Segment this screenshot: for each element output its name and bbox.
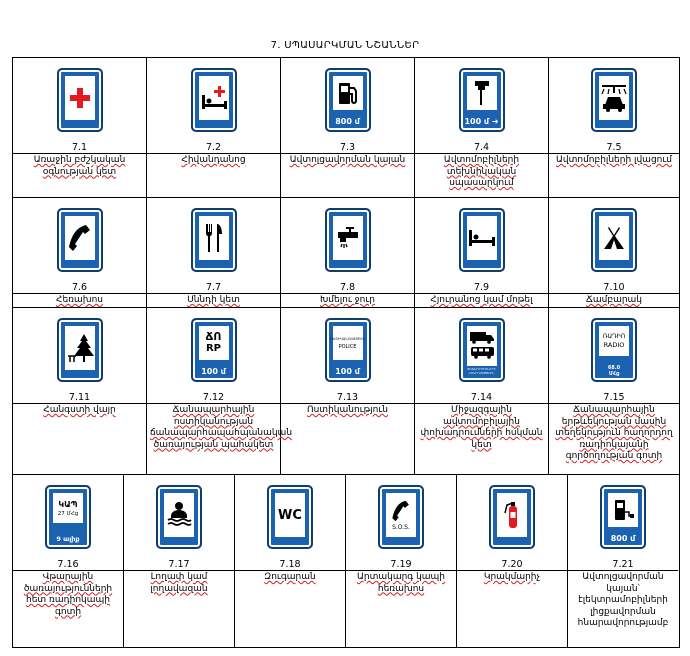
sign-number: 7.19	[390, 559, 412, 570]
hospital-bed-icon	[191, 68, 237, 132]
sign-text-top: ՌԱԴԻՈ	[602, 333, 626, 340]
bed-icon	[459, 208, 505, 272]
sign-label: Ավտոմոբիլների տեխնիկական սպասարկում	[415, 153, 548, 190]
signs-table	[12, 57, 680, 648]
distance-plate: 100 մ	[201, 367, 226, 376]
sign-cell-7-20	[457, 475, 568, 647]
sign-cell-7-18	[235, 475, 346, 647]
sign-number: 7.15	[603, 392, 625, 403]
sign-number: 7.7	[205, 282, 222, 293]
sign-cell-7-21	[568, 475, 678, 647]
truck-bus-icon	[459, 318, 505, 382]
frequency-value: 68.0	[607, 365, 621, 371]
sign-cell-7-3	[281, 58, 415, 198]
sos-phone-icon	[378, 485, 424, 549]
sign-label: Հեռախոս	[13, 293, 146, 307]
sign-number: 7.10	[603, 282, 625, 293]
sign-number: 7.16	[57, 559, 79, 570]
sign-number: 7.13	[336, 392, 359, 403]
distance-plate: 800 մ	[335, 117, 360, 126]
sign-number: 7.1	[71, 142, 88, 153]
sign-cell-7-15	[549, 308, 679, 475]
sign-text-mid: WC	[278, 507, 302, 523]
sign-text-top: ՈՍՏԻԿԱՆՈՒԹՅՈՒՆ	[330, 336, 365, 341]
channel-plate: 9 ալիք	[56, 535, 80, 543]
sign-cell-7-4	[415, 58, 549, 198]
sign-number: 7.4	[473, 142, 490, 153]
sign-number: 7.6	[71, 282, 88, 293]
sign-label: Ավտոլցավորման կայան՝ էլեկտրամոբիլների լիցքավորման հնարավորությամբ	[568, 570, 678, 630]
sign-text-bottom: ՓՈԽԱԴՐՈՒՄՆԵՐԻ ՀՍԿՈՂՈՒԹՅՈՒՆ	[467, 367, 496, 375]
fuel-pump-icon	[325, 68, 371, 132]
sign-cell-7-8	[281, 198, 415, 308]
water-tap-icon	[325, 208, 371, 272]
sign-number: 7.11	[68, 392, 91, 403]
sign-label: Հյուրանոց կամ մոթել	[415, 293, 548, 307]
red-cross-icon	[57, 68, 103, 132]
sign-label: Ոստիկանություն	[281, 403, 414, 417]
sign-cell-7-19	[346, 475, 457, 647]
sign-text-mid: 27 ՄՀց	[57, 510, 79, 517]
sign-cell-7-7	[147, 198, 281, 308]
sign-text-top: ՃՈ	[205, 330, 222, 343]
sign-label: Կրակմարիչ	[457, 570, 567, 584]
telephone-icon	[57, 208, 103, 272]
sign-label: Լողափ կամ լողավազան	[124, 570, 234, 595]
sign-cell-7-17	[124, 475, 235, 647]
sign-label: Ավտոլցավորման կայան	[281, 153, 414, 167]
sign-label: Խմելու ջուր	[281, 293, 414, 307]
radio-link-icon	[45, 485, 91, 549]
road-police-icon	[191, 318, 237, 382]
sign-text-mid: RADIO	[603, 341, 625, 349]
page-title: 7. ՍՊԱՍԱՐԿՄԱՆ ՆՇԱՆՆԵՐ	[270, 40, 420, 51]
police-icon	[325, 318, 371, 382]
sign-label: Սննդի կետ	[147, 293, 280, 307]
distance-plate: 800 մ	[610, 534, 636, 543]
sign-cell-7-14	[415, 308, 549, 475]
sign-label: Ճանապարհային երթևեկության մասին տեղեկություն հաղորդող ռադիոկայանի գործողության գոտի	[549, 403, 679, 463]
sign-number: 7.14	[470, 392, 493, 403]
swimmer-icon	[156, 485, 202, 549]
sign-cell-7-6	[13, 198, 147, 308]
sign-cell-7-10	[549, 198, 679, 308]
fire-extinguisher-icon	[489, 485, 535, 549]
sign-number: 7.8	[339, 282, 356, 293]
sign-cell-7-12	[147, 308, 293, 475]
radio-icon	[591, 318, 637, 382]
sign-label: Ավտոմոբիլների լվացում	[549, 153, 679, 167]
table-row	[13, 475, 679, 647]
ev-charging-icon	[600, 485, 646, 549]
sign-number: 7.3	[339, 142, 356, 153]
tent-icon	[591, 208, 637, 272]
sign-number: 7.20	[501, 559, 523, 570]
sign-label: Հանգստի վայր	[13, 403, 146, 417]
sign-label: Հիվանդանոց	[147, 153, 280, 167]
sign-label: Ճանապարհային ոստիկանության ճանապարհապահպանական ծառայության պահակետ	[147, 403, 280, 451]
sign-label: Ճամբարակ	[549, 293, 679, 307]
sign-label: Առաջին բժշկական օգնության կետ	[13, 153, 146, 178]
sign-number: 7.18	[279, 559, 301, 570]
table-row	[13, 58, 679, 198]
sign-number: 7.5	[606, 142, 622, 153]
table-row	[13, 198, 679, 308]
sign-cell-7-9	[415, 198, 549, 308]
rest-area-icon	[57, 318, 103, 382]
sign-cell-7-2	[147, 58, 281, 198]
sign-cell-7-13	[281, 308, 415, 475]
sign-label: Վթարային ծառայությունների հետ ռադիոկապի գոտի	[13, 570, 123, 618]
frequency-unit: ՄՀց	[608, 371, 620, 377]
sign-text-mid: POLICE	[338, 343, 357, 350]
sign-number: 7.12	[202, 392, 225, 403]
sign-text-mid: RP	[205, 343, 222, 354]
sign-cell-7-5	[549, 58, 679, 198]
fork-knife-icon	[191, 208, 237, 272]
car-wash-icon	[591, 68, 637, 132]
sign-label: Միջազգային ավտոմոբիլային փոխադրումների հսկման կետ	[415, 403, 548, 451]
wc-icon	[267, 485, 313, 549]
distance-plate: 100 մ ➜	[464, 117, 499, 126]
sign-text-top: ԿԱՊ	[58, 499, 78, 509]
sign-number: 7.9	[473, 282, 490, 293]
sign-number: 7.17	[168, 559, 190, 570]
wrench-icon	[459, 68, 505, 132]
sign-cell-7-11	[13, 308, 147, 475]
sign-cell-7-16	[13, 475, 124, 647]
distance-plate: 100 մ	[335, 367, 360, 376]
sign-text-bottom: S.O.S.	[392, 524, 410, 531]
sign-number: 7.2	[205, 142, 222, 153]
table-row	[13, 308, 679, 475]
sign-number: 7.21	[612, 559, 634, 570]
sign-label: Արտակարգ կապի հեռախոս	[346, 570, 456, 595]
sign-label: Զուգարան	[235, 570, 345, 584]
sign-cell-7-1	[13, 58, 147, 198]
